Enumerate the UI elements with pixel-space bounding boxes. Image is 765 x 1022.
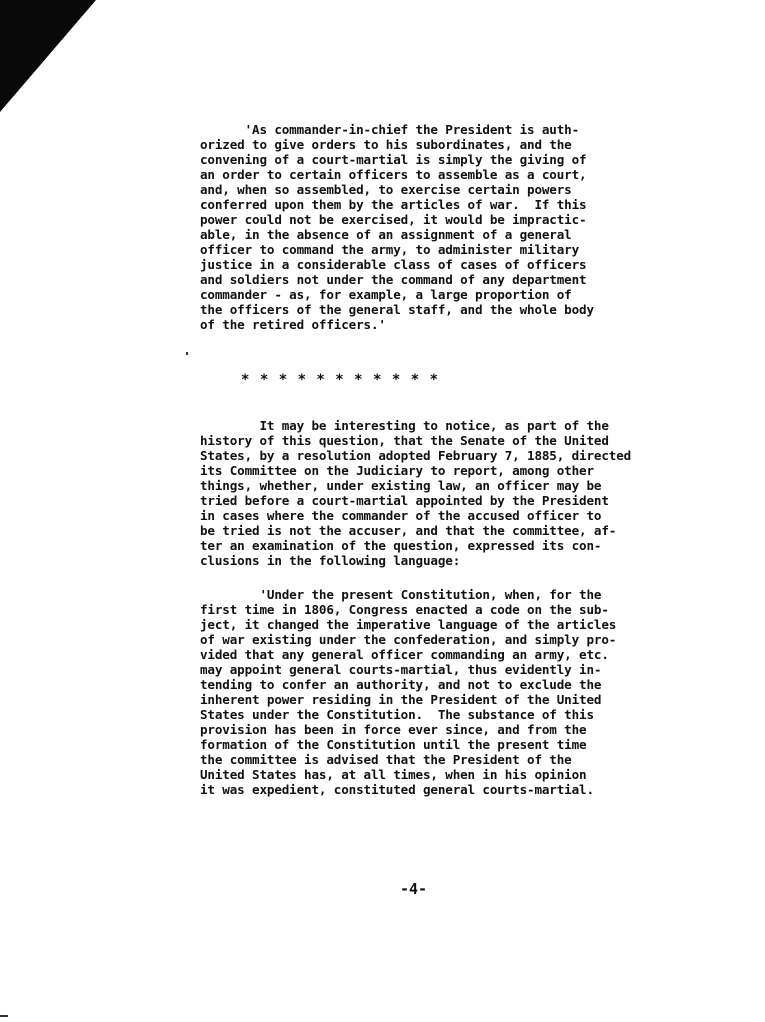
text-line: 'As commander-in-chief the President is auth- bbox=[200, 122, 580, 137]
separator-stars: * * * * * * * * * * * bbox=[241, 372, 440, 388]
text-line: history of this question, that the Senate of the United bbox=[200, 433, 609, 448]
text-line: and, when so assembled, to exercise certain powers bbox=[200, 182, 572, 197]
text-line: orized to give orders to his subordinates, and the bbox=[200, 137, 572, 152]
page-number: -4- bbox=[400, 880, 428, 898]
text-line: ject, it changed the imperative language of the articles bbox=[200, 617, 617, 632]
text-line: ter an examination of the question, expressed its con- bbox=[200, 538, 602, 553]
text-line: an order to certain officers to assemble as a court, bbox=[200, 167, 587, 182]
text-line: conferred upon them by the articles of war. If this bbox=[200, 197, 587, 212]
text-line: tried before a court-martial appointed by the President bbox=[200, 493, 609, 508]
text-line: its Committee on the Judiciary to report, among other bbox=[200, 463, 594, 478]
text-line: United States has, at all times, when in his opinion bbox=[200, 767, 587, 782]
text-line: clusions in the following language: bbox=[200, 553, 461, 568]
text-line: commander - as, for example, a large proportion of bbox=[200, 287, 572, 302]
text-line: first time in 1806, Congress enacted a code on the sub- bbox=[200, 602, 609, 617]
scan-speck bbox=[0, 1015, 8, 1017]
text-line: vided that any general officer commanding an army, etc. bbox=[200, 647, 609, 662]
text-line: and soldiers not under the command of any department bbox=[200, 272, 587, 287]
text-line: officer to command the army, to administer military bbox=[200, 242, 580, 257]
text-line: the committee is advised that the President of the bbox=[200, 752, 572, 767]
text-line: be tried is not the accuser, and that the committee, af- bbox=[200, 523, 617, 538]
text-line: things, whether, under existing law, an officer may be bbox=[200, 478, 602, 493]
text-line: justice in a considerable class of cases of officers bbox=[200, 257, 587, 272]
text-line: It may be interesting to notice, as part of the bbox=[200, 418, 609, 433]
text-line: tending to confer an authority, and not to exclude the bbox=[200, 677, 602, 692]
text-line: it was expedient, constituted general courts-martial. bbox=[200, 782, 594, 797]
text-line: power could not be exercised, it would be impractic- bbox=[200, 212, 587, 227]
text-line: the officers of the general staff, and the whole body bbox=[200, 302, 594, 317]
text-line: formation of the Constitution until the present time bbox=[200, 737, 587, 752]
text-line: States, by a resolution adopted February 7, 1885, directed bbox=[200, 448, 632, 463]
text-line: 'Under the present Constitution, when, for the bbox=[200, 587, 602, 602]
text-line: convening of a court-martial is simply the giving of bbox=[200, 152, 587, 167]
text-line: inherent power residing in the President of the United bbox=[200, 692, 602, 707]
text-line: in cases where the commander of the accused officer to bbox=[200, 508, 602, 523]
text-line: of the retired officers.' bbox=[200, 317, 386, 332]
text-line: of war existing under the confederation, and simply pro- bbox=[200, 632, 617, 647]
text-line: able, in the absence of an assignment of a general bbox=[200, 227, 572, 242]
text-line: may appoint general courts-martial, thus evidently in- bbox=[200, 662, 602, 677]
scan-speck bbox=[186, 352, 188, 355]
text-line: States under the Constitution. The substance of this bbox=[200, 707, 594, 722]
text-line: provision has been in force ever since, and from the bbox=[200, 722, 587, 737]
